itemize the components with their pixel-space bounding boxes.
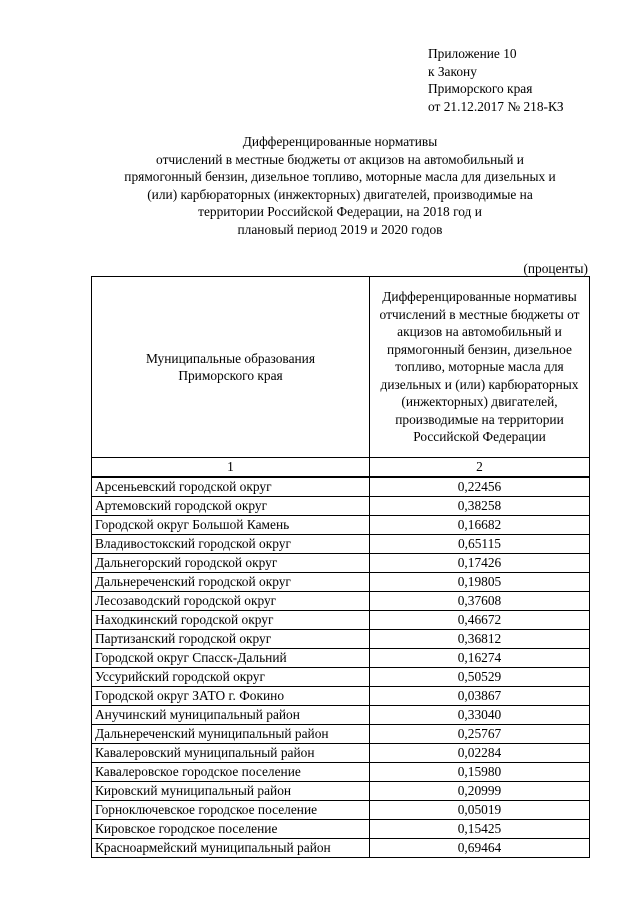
norm-value: 0,50529 xyxy=(370,668,590,687)
municipality-name: Партизанский городской округ xyxy=(92,630,370,649)
appendix-law-ref: к Закону xyxy=(428,63,477,79)
norm-value: 0,33040 xyxy=(370,706,590,725)
table-row xyxy=(92,668,590,687)
table-row xyxy=(92,477,590,497)
table-row xyxy=(92,649,590,668)
municipality-name: Кавалеровское городское поселение xyxy=(92,763,370,782)
appendix-header xyxy=(428,45,564,115)
document-title xyxy=(90,133,590,238)
municipality-name: Дальнереченский городской округ xyxy=(92,573,370,592)
municipality-name: Городской округ ЗАТО г. Фокино xyxy=(92,687,370,706)
municipality-name: Владивостокский городской округ xyxy=(92,535,370,554)
norm-value: 0,65115 xyxy=(370,535,590,554)
norm-value: 0,02284 xyxy=(370,744,590,763)
norm-value: 0,22456 xyxy=(370,477,590,497)
table-row xyxy=(92,497,590,516)
norms-table xyxy=(91,276,590,858)
table-row xyxy=(92,801,590,820)
municipality-name: Кировский муниципальный район xyxy=(92,782,370,801)
table-row xyxy=(92,839,590,858)
col1-number: 1 xyxy=(92,458,370,478)
col2-number: 2 xyxy=(370,458,590,478)
appendix-region: Приморского края xyxy=(428,81,533,96)
table-row xyxy=(92,630,590,649)
norm-value: 0,69464 xyxy=(370,839,590,858)
table-row xyxy=(92,611,590,630)
municipality-name: Анучинский муниципальный район xyxy=(92,706,370,725)
title-line: Дифференцированные нормативы xyxy=(242,134,438,149)
norm-value: 0,19805 xyxy=(370,573,590,592)
appendix-number: Приложение 10 xyxy=(428,46,517,61)
norm-value: 0,16274 xyxy=(370,649,590,668)
norm-value: 0,15425 xyxy=(370,820,590,839)
title-line: прямогонный бензин, дизельное топливо, моторные масла для дизельных и xyxy=(124,169,556,184)
municipality-name: Арсеньевский городской округ xyxy=(92,477,370,497)
norm-value: 0,37608 xyxy=(370,592,590,611)
municipality-name: Горноключевское городское поселение xyxy=(92,801,370,820)
norm-value: 0,05019 xyxy=(370,801,590,820)
table-row xyxy=(92,592,590,611)
municipality-name: Уссурийский городской округ xyxy=(92,668,370,687)
norm-value: 0,20999 xyxy=(370,782,590,801)
appendix-date: от 21.12.2017 № 218-КЗ xyxy=(428,98,564,114)
col2-header: Дифференцированные нормативы отчислений в местные бюджеты от акцизов на автомобильный и прямогонный бензин, дизельное топливо, моторные масла для дизельных и (или) карбюраторных (инжекторных) двигателей, производимые на территории Российской Федерации xyxy=(370,277,590,458)
table-row xyxy=(92,687,590,706)
municipality-name: Кировское городское поселение xyxy=(92,820,370,839)
title-line: отчислений в местные бюджеты от акцизов на автомобильный и xyxy=(156,151,524,167)
municipality-name: Артемовский городской округ xyxy=(92,497,370,516)
norm-value: 0,38258 xyxy=(370,497,590,516)
col1-header: Муниципальные образования Приморского края xyxy=(92,277,370,458)
title-line: (или) карбюраторных (инжекторных) двигателей, производимые на xyxy=(147,186,533,202)
norm-value: 0,36812 xyxy=(370,630,590,649)
column-number-row xyxy=(92,458,590,478)
table-header-row xyxy=(92,277,590,458)
norm-value: 0,16682 xyxy=(370,516,590,535)
title-line: плановый период 2019 и 2020 годов xyxy=(237,221,443,237)
municipality-name: Дальнереченский муниципальный район xyxy=(92,725,370,744)
municipality-name: Находкинский городской округ xyxy=(92,611,370,630)
table-row xyxy=(92,820,590,839)
norm-value: 0,25767 xyxy=(370,725,590,744)
municipality-name: Кавалеровский муниципальный район xyxy=(92,744,370,763)
norm-value: 0,15980 xyxy=(370,763,590,782)
table-row xyxy=(92,782,590,801)
title-line: территории Российской Федерации, на 2018 год и xyxy=(198,204,482,219)
table-row xyxy=(92,725,590,744)
municipality-name: Красноармейский муниципальный район xyxy=(92,839,370,858)
table-row xyxy=(92,763,590,782)
municipality-name: Лесозаводский городской округ xyxy=(92,592,370,611)
municipality-name: Городской округ Большой Камень xyxy=(92,516,370,535)
municipality-name: Городской округ Спасск-Дальний xyxy=(92,649,370,668)
table-row xyxy=(92,573,590,592)
table-row xyxy=(92,554,590,573)
units-label: (проценты) xyxy=(523,261,588,276)
norm-value: 0,17426 xyxy=(370,554,590,573)
table-row xyxy=(92,516,590,535)
norm-value: 0,46672 xyxy=(370,611,590,630)
table-row xyxy=(92,535,590,554)
table-row xyxy=(92,706,590,725)
table-row xyxy=(92,744,590,763)
municipality-name: Дальнегорский городской округ xyxy=(92,554,370,573)
norm-value: 0,03867 xyxy=(370,687,590,706)
